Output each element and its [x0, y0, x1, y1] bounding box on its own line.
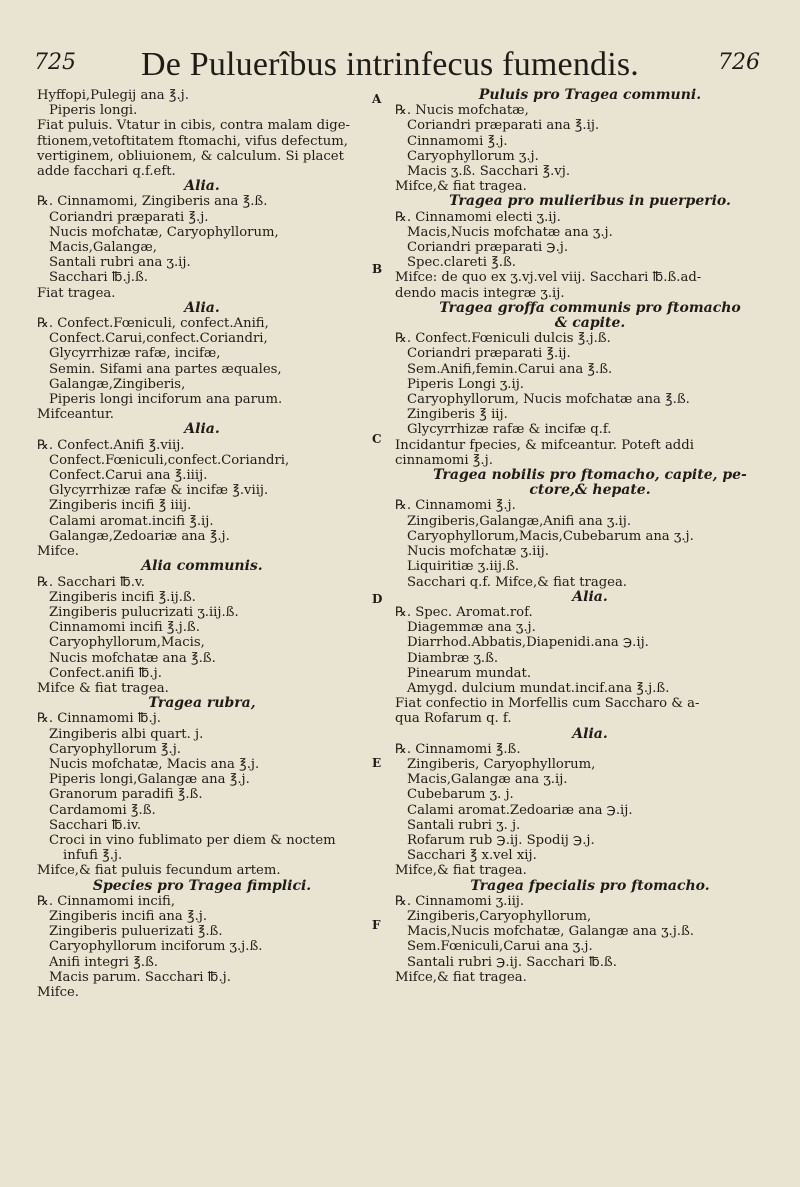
text-line: Nucis mofchatæ, Macis ana ℥.j.: [49, 756, 260, 772]
text-line: Mifce,& fiat puluis fecundum artem.: [37, 863, 281, 879]
text-line: dendo macis integræ ʒ.ij.: [395, 285, 565, 301]
text-line: Zingiberis puluerizati ℥.ß.: [49, 924, 223, 940]
recipe-heading: Alia.: [572, 588, 608, 605]
text-line: Rofarum rub ℈.ij. Spodij ℈.j.: [407, 832, 595, 848]
text-line: Fiat confectio in Morfellis cum Saccharo & a-: [395, 696, 700, 712]
text-line: ℞. Cinnamomi ℥.ß.: [395, 741, 521, 757]
text-line: Confect.Fœniculi,confect.Coriandri,: [49, 452, 290, 468]
text-line: Piperis longi.: [49, 103, 138, 119]
text-line: Confect.anifi ℔.j.: [49, 665, 162, 681]
text-line: Fiat tragea.: [37, 285, 116, 301]
text-line: ℞. Confect.Anifi ℥.viij.: [37, 437, 185, 453]
margin-letter-f: F: [372, 918, 381, 932]
text-line: Liquiritiæ ʒ.iij.ß.: [407, 559, 520, 575]
text-line: Caryophyllorum ℥.j.: [49, 741, 181, 757]
text-line: Mifce,& fiat tragea.: [395, 969, 527, 985]
text-line: Zingiberis incifi ana ℥.j.: [49, 908, 208, 924]
text-line: ℞. Cinnamomi, Zingiberis ana ℥.ß.: [37, 194, 268, 210]
text-line: Zingiberis, Caryophyllorum,: [407, 756, 596, 772]
recipe-heading: Tragea fpecialis pro ftomacho.: [470, 877, 710, 894]
text-line: Nucis mofchatæ ʒ.iij.: [407, 544, 549, 560]
recipe-heading: Tragea pro mulieribus in puerperio.: [449, 193, 731, 210]
text-line: Caryophyllorum,Macis,Cubebarum ana ʒ.j.: [407, 528, 694, 544]
text-line: Mifce: de quo ex ʒ.vj.vel viij. Sacchari ℔.ß.ad-: [395, 270, 702, 286]
text-line: Mifce,& fiat tragea.: [395, 863, 527, 879]
text-line: Pinearum mundat.: [407, 665, 532, 681]
margin-letter-b: B: [372, 262, 383, 276]
recipe-heading: Alia.: [184, 421, 220, 438]
text-line: Piperis longi inciforum ana parum.: [49, 392, 283, 408]
text-line: Mifceantur.: [37, 407, 114, 423]
margin-letter-a: A: [372, 92, 382, 106]
text-line: Zingiberis incifi ℥ iiij.: [49, 498, 192, 514]
text-line: infufi ℥.j.: [63, 848, 123, 864]
text-line: Caryophyllorum,Macis,: [49, 635, 205, 651]
text-line: Croci in vino fublimato per diem & noctem: [49, 832, 336, 848]
text-line: Incidantur fpecies, & mifceantur. Poteft addi: [395, 437, 694, 453]
text-line: Zingiberis,Caryophyllorum,: [407, 908, 592, 924]
text-line: Zingiberis incifi ℥.ij.ß.: [49, 589, 196, 605]
text-line: vertiginem, obliuionem, & calculum. Si placet: [37, 148, 344, 164]
text-line: Caryophyllorum, Nucis mofchatæ ana ℥.ß.: [407, 392, 690, 408]
text-line: Hyffopi,Pulegij ana ℥.j.: [37, 88, 189, 103]
text-line: Confect.Carui,confect.Coriandri,: [49, 331, 268, 347]
text-line: Cinnamomi ℥.j.: [407, 133, 508, 149]
text-line: Sacchari q.f. Mifce,& fiat tragea.: [407, 574, 627, 590]
text-line: Glycyrrhizæ rafæ & incifæ ℥.viij.: [49, 483, 269, 499]
text-line: Santali rubri ana ʒ.ij.: [49, 255, 191, 271]
text-line: Zingiberis ℥ iij.: [407, 407, 508, 423]
text-line: Galangæ,Zingiberis,: [49, 376, 186, 392]
text-line: Mifce,& fiat tragea.: [395, 179, 527, 195]
recipe-heading: Puluis pro Tragea communi.: [478, 87, 702, 103]
text-line: Mifce.: [37, 984, 79, 1000]
text-line: Sacchari ℔.iv.: [49, 817, 142, 833]
right-column: [395, 88, 785, 985]
text-line: Glycyrrhizæ rafæ & incifæ q.f.: [407, 422, 612, 438]
text-line: Caryophyllorum inciforum ʒ.j.ß.: [49, 939, 263, 955]
text-line: Caryophyllorum ʒ.j.: [407, 148, 539, 164]
margin-letter-e: E: [372, 756, 382, 770]
text-line: qua Rofarum q. f.: [395, 711, 512, 727]
text-line: ℞. Sacchari ℔.v.: [37, 574, 145, 590]
text-line: ℞. Cinnamomi incifi,: [37, 893, 176, 909]
running-head: [0, 46, 800, 86]
text-line: Santali rubri ʒ. j.: [407, 817, 521, 833]
text-line: Macis,Galangæ ana ʒ.ij.: [407, 772, 568, 788]
text-line: Fiat puluis. Vtatur in cibis, contra malam dige-: [37, 118, 351, 134]
text-line: Anifi integri ℥.ß.: [49, 954, 159, 970]
recipe-heading: & capite.: [554, 315, 626, 332]
recipe-heading: Alia.: [184, 299, 220, 316]
text-line: Semin. Sifami ana partes æquales,: [49, 361, 282, 377]
margin-letter-c: C: [372, 432, 382, 446]
text-line: Sacchari ℔.j.ß.: [49, 270, 148, 286]
text-line: Coriandri præparati ℥.j.: [49, 209, 209, 225]
text-line: cinnamomi ℥.j.: [395, 452, 493, 468]
text-line: Macis,Nucis mofchatæ ana ʒ.j.: [407, 224, 613, 240]
text-line: Cubebarum ʒ. j.: [407, 787, 514, 803]
text-line: ftionem,vetoftitatem ftomachi, vifus defectum,: [37, 133, 348, 149]
text-line: Confect.Carui ana ℥.iiij.: [49, 468, 208, 484]
text-line: Piperis Longi ʒ.ij.: [407, 376, 524, 392]
recipe-heading: ctore,& hepate.: [529, 482, 651, 499]
recipe-heading: Tragea rubra,: [148, 695, 256, 712]
text-line: Diambræ ʒ.ß.: [407, 650, 499, 666]
recipe-heading: Tragea nobilis pro ftomacho, capite, pe-: [433, 467, 747, 484]
text-line: Mifce & fiat tragea.: [37, 680, 169, 696]
text-line: Cardamomi ℥.ß.: [49, 802, 156, 818]
text-line: ℞. Cinnamomi ʒ.iij.: [395, 893, 525, 909]
page-number-left: 725: [34, 50, 76, 75]
text-line: ℞. Cinnamomi ℔.j.: [37, 711, 161, 727]
text-line: Zingiberis,Galangæ,Anifi ana ʒ.ij.: [407, 513, 632, 529]
text-line: Santali rubri ℈.ij. Sacchari ℔.ß.: [407, 954, 617, 970]
text-line: Nucis mofchatæ ana ℥.ß.: [49, 650, 216, 666]
text-line: Calami aromat.incifi ℥.ij.: [49, 513, 214, 529]
text-line: adde facchari q.f.eft.: [37, 164, 176, 180]
text-line: Nucis mofchatæ, Caryophyllorum,: [49, 224, 279, 240]
text-line: Amygd. dulcium mundat.incif.ana ℥.j.ß.: [407, 680, 670, 696]
text-line: Sem.Fœniculi,Carui ana ʒ.j.: [407, 939, 593, 955]
text-line: Galangæ,Zedoariæ ana ℥.j.: [49, 528, 230, 544]
text-line: Macis,Galangæ,: [49, 240, 157, 256]
left-column: [37, 88, 367, 1000]
page-number-right: 726: [718, 50, 760, 75]
recipe-heading: Alia.: [184, 178, 220, 195]
text-line: Piperis longi,Galangæ ana ℥.j.: [49, 772, 250, 788]
page-title: De Puluerîbus intrinfecus fumendis.: [140, 46, 640, 83]
text-line: Sem.Anifi,femin.Carui ana ℥.ß.: [407, 361, 613, 377]
text-line: Mifce.: [37, 544, 79, 560]
text-line: Coriandri præparati ana ℥.ij.: [407, 118, 600, 134]
text-line: Cinnamomi incifi ℥.j.ß.: [49, 620, 200, 636]
text-line: Coriandri præparati ℈.j.: [407, 240, 569, 256]
text-line: Macis ʒ.ß. Sacchari ℥.vj.: [407, 164, 571, 180]
text-line: Macis,Nucis mofchatæ, Galangæ ana ʒ.j.ß.: [407, 924, 694, 940]
text-line: Zingiberis albi quart. j.: [49, 726, 204, 742]
text-line: ℞. Spec. Aromat.rof.: [395, 604, 533, 620]
text-line: Glycyrrhizæ rafæ, incifæ,: [49, 346, 221, 362]
text-line: ℞. Confect.Fœniculi dulcis ℥.j.ß.: [395, 331, 611, 347]
text-line: Diarrhod.Abbatis,Diapenidi.ana ℈.ij.: [407, 635, 649, 651]
text-line: Diagemmæ ana ʒ.j.: [407, 620, 536, 636]
text-line: Granorum paradifi ℥.ß.: [49, 787, 203, 803]
recipe-heading: Tragea groffa communis pro ftomacho: [439, 299, 741, 316]
text-line: Zingiberis pulucrizati ʒ.iij.ß.: [49, 604, 239, 620]
text-line: Sacchari ℥ x.vel xij.: [407, 848, 537, 864]
recipe-heading: Alia communis.: [141, 558, 263, 575]
text-line: Spec.clareti ℥.ß.: [407, 255, 516, 271]
recipe-heading: Species pro Tragea fimplici.: [92, 877, 312, 894]
text-line: ℞. Cinnamomi electi ʒ.ij.: [395, 209, 561, 225]
text-line: Calami aromat.Zedoariæ ana ℈.ij.: [407, 802, 633, 818]
text-line: ℞. Nucis mofchatæ,: [395, 103, 529, 119]
text-line: Coriandri præparati ℥.ij.: [407, 346, 571, 362]
margin-letter-d: D: [372, 592, 383, 606]
text-line: ℞. Cinnamomi ℥.j.: [395, 498, 516, 514]
text-line: ℞. Confect.Fœniculi, confect.Anifi,: [37, 316, 269, 332]
text-line: Macis parum. Sacchari ℔.j.: [49, 969, 231, 985]
recipe-heading: Alia.: [572, 725, 608, 742]
